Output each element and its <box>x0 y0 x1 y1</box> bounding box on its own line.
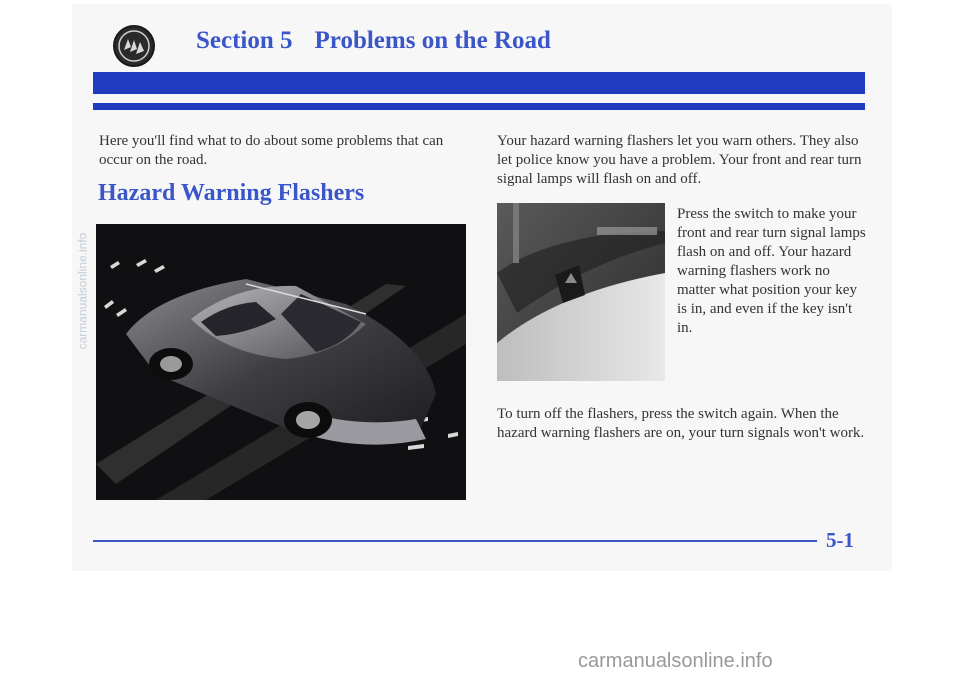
hazard-switch-photo <box>497 203 665 381</box>
side-watermark-text: carmanualsonline.info <box>75 232 90 350</box>
side-watermark <box>75 224 104 374</box>
hazard-heading: Hazard Warning Flashers <box>98 180 365 206</box>
hazard-intro-paragraph: Your hazard warning flashers let you warn others. They also let police know you have a problem. Your front and rear turn signal lamps will flash on and off. <box>497 133 862 187</box>
car-illustration <box>96 224 466 500</box>
press-switch-paragraph: Press the switch to make your front and rear turn signal lamps flash on and off. Your hazard warning flashers work no matter what position your key is in, and even if the key isn't in. <box>677 206 866 336</box>
site-watermark: carmanualsonline.info <box>578 650 773 672</box>
header-band-thin <box>93 103 865 110</box>
section-number: Section 5 <box>196 27 293 54</box>
section-title <box>196 27 551 55</box>
buick-logo-icon <box>113 25 155 67</box>
footer-rule <box>93 540 817 542</box>
section-name: Problems on the Road <box>314 27 551 54</box>
turn-off-paragraph: To turn off the flashers, press the switch again. When the hazard warning flashers are on, your turn signals won't work. <box>497 406 865 441</box>
page-number: 5-1 <box>826 528 854 552</box>
intro-paragraph: Here you'll find what to do about some problems that can occur on the road. <box>99 133 444 168</box>
header-band <box>93 72 865 94</box>
